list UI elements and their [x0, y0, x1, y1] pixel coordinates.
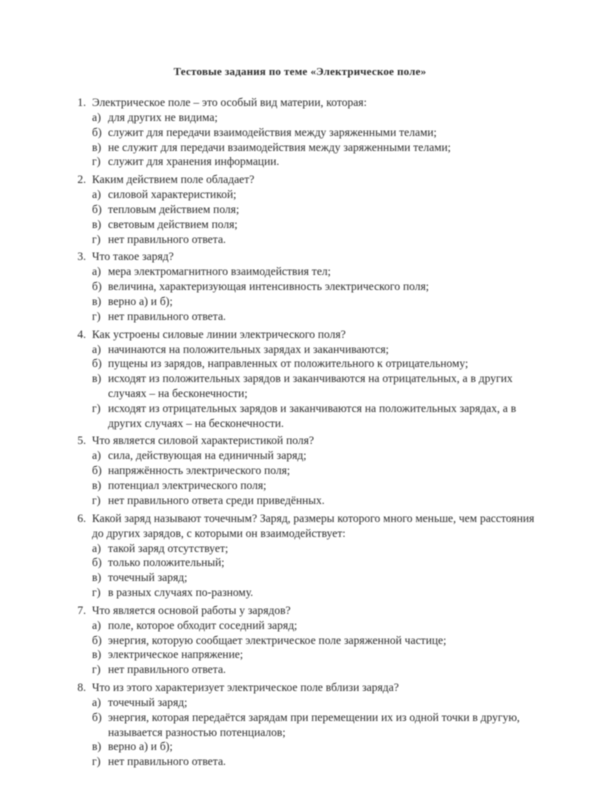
question-line: [66, 434, 536, 449]
answer-option: [92, 619, 536, 634]
option-letter: а): [92, 450, 101, 463]
question-line: [66, 96, 536, 111]
option-letter: в): [92, 649, 102, 662]
option-text: световым действием поля;: [108, 218, 238, 231]
option-letter: г): [92, 233, 101, 246]
option-letter: б): [92, 557, 102, 570]
option-letter: в): [92, 141, 102, 154]
option-letter: г): [92, 756, 101, 769]
option-letter: в): [92, 373, 102, 386]
option-letter: б): [92, 711, 102, 724]
option-text: верно а) и б);: [108, 741, 173, 754]
answer-option: [92, 663, 536, 678]
option-text: тепловым действием поля;: [108, 203, 240, 216]
question-6: [66, 512, 536, 601]
option-letter: б): [92, 465, 102, 478]
answer-option: [92, 586, 536, 601]
option-text: мера электромагнитного взаимодействия тел;: [108, 266, 331, 279]
question-8: [66, 681, 536, 770]
option-text: силовой характеристикой;: [108, 189, 237, 202]
answer-option: [92, 126, 536, 141]
question-text: Какой заряд называют точечным? Заряд, размеры которого много меньше, чем расстояния до других зарядов, с которыми он взаимодействует:: [92, 512, 535, 540]
question-text: Что является силовой характеристикой поля?: [92, 435, 314, 448]
option-letter: б): [92, 203, 102, 216]
option-letter: в): [92, 479, 102, 492]
answer-option: [92, 449, 536, 464]
option-letter: а): [92, 189, 101, 202]
option-letter: а): [92, 542, 101, 555]
answer-option: [92, 696, 536, 711]
answer-options: [92, 188, 536, 247]
question-text: Что из этого характеризует электрическое поле вблизи заряда?: [92, 681, 399, 694]
option-text: начинаются на положительных зарядах и заканчиваются;: [108, 343, 389, 356]
question-line: [66, 173, 536, 188]
option-text: энергия, которую сообщает электрическое поле заряженной частице;: [108, 634, 447, 647]
option-text: такой заряд отсутствует;: [108, 542, 229, 555]
answer-options: [92, 111, 536, 170]
question-line: [66, 681, 536, 696]
option-text: сила, действующая на единичный заряд;: [108, 450, 307, 463]
option-letter: г): [92, 310, 101, 323]
answer-option: [92, 494, 536, 509]
option-letter: в): [92, 741, 102, 754]
question-number: 4.: [77, 328, 86, 341]
question-text: Электрическое поле – это особый вид материи, которая:: [92, 97, 367, 109]
option-letter: г): [92, 664, 101, 677]
option-letter: б): [92, 634, 102, 647]
option-letter: б): [92, 281, 102, 294]
answer-option: [92, 233, 536, 248]
option-letter: г): [92, 494, 101, 507]
answer-option: [92, 357, 536, 372]
question-number: 2.: [77, 174, 86, 187]
option-text: для других не видима;: [108, 112, 218, 124]
option-text: электрическое напряжение;: [108, 649, 244, 662]
answer-option: [92, 542, 536, 557]
question-4: [66, 328, 536, 432]
answer-option: [92, 634, 536, 649]
option-letter: в): [92, 218, 102, 231]
option-text: служит для передачи взаимодействия между заряженными телами;: [108, 126, 437, 139]
answer-option: [92, 343, 536, 358]
answer-option: [92, 571, 536, 586]
answer-option: [92, 295, 536, 310]
answer-option: [92, 464, 536, 479]
answer-option: [92, 155, 536, 170]
answer-option: [92, 280, 536, 295]
answer-options: [92, 449, 536, 508]
option-letter: г): [92, 586, 101, 599]
answer-option: [92, 755, 536, 770]
answer-options: [92, 343, 536, 432]
option-text: точечный заряд;: [108, 572, 188, 585]
answer-option: [92, 310, 536, 325]
option-text: величина, характеризующая интенсивность электрического поля;: [108, 281, 429, 294]
answer-option: [92, 479, 536, 494]
question-list: [66, 96, 536, 773]
option-letter: в): [92, 572, 102, 585]
option-text: поле, которое обходит соседний заряд;: [108, 619, 298, 632]
option-text: служит для хранения информации.: [108, 156, 280, 169]
document-title: Тестовые задания по теме «Электрическое поле»: [173, 66, 427, 78]
answer-option: [92, 218, 536, 233]
question-3: [66, 250, 536, 324]
answer-option: [92, 372, 536, 402]
answer-option: [92, 711, 536, 741]
question-line: [66, 250, 536, 265]
option-text: напряжённость электрического поля;: [108, 465, 291, 478]
option-text: не служит для передачи взаимодействия между заряженными телами;: [108, 141, 451, 154]
question-text: Что такое заряд?: [92, 251, 174, 264]
option-text: нет правильного ответа.: [108, 756, 226, 769]
question-text: Что является основой работы у зарядов?: [92, 604, 291, 617]
option-text: верно а) и б);: [108, 295, 173, 308]
question-number: 8.: [77, 681, 86, 694]
option-letter: в): [92, 295, 102, 308]
answer-option: [92, 188, 536, 203]
option-text: в разных случаях по-разному.: [108, 586, 254, 599]
question-text: Как устроены силовые линии электрического поля?: [92, 328, 346, 341]
question-line: [66, 328, 536, 343]
question-line: [66, 604, 536, 619]
answer-option: [92, 556, 536, 571]
option-letter: а): [92, 112, 101, 124]
option-text: нет правильного ответа.: [108, 664, 226, 677]
question-text: Каким действием поле обладает?: [92, 174, 255, 187]
option-text: исходят из отрицательных зарядов и заканчиваются на положительных зарядах, а в других случаях – на бесконечности.: [108, 402, 517, 430]
question-5: [66, 434, 536, 508]
answer-option: [92, 111, 536, 126]
answer-option: [92, 648, 536, 663]
option-text: нет правильного ответа.: [108, 310, 226, 323]
question-number: 1.: [77, 97, 86, 109]
question-number: 7.: [77, 604, 86, 617]
answer-option: [92, 265, 536, 280]
option-text: исходят из положительных зарядов и заканчиваются на отрицательных, а в других случаях – на бесконечности;: [108, 373, 513, 400]
option-letter: г): [92, 402, 101, 415]
option-text: только положительный;: [108, 557, 225, 570]
option-text: точечный заряд;: [108, 696, 188, 709]
option-letter: а): [92, 343, 101, 356]
option-letter: а): [92, 266, 101, 279]
answer-options: [92, 619, 536, 678]
answer-options: [92, 542, 536, 601]
option-letter: а): [92, 696, 101, 709]
option-letter: г): [92, 156, 101, 169]
answer-options: [92, 265, 536, 324]
answer-option: [92, 402, 536, 432]
option-text: потенциал электрического поля;: [108, 479, 267, 492]
question-line: [66, 512, 536, 542]
option-text: энергия, которая передаётся зарядам при перемещении их из одной точки в другую, называется разностью потенциалов;: [108, 711, 520, 739]
answer-options: [92, 696, 536, 770]
option-letter: б): [92, 126, 102, 139]
question-7: [66, 604, 536, 678]
option-letter: а): [92, 619, 101, 632]
question-number: 6.: [77, 512, 86, 525]
answer-option: [92, 203, 536, 218]
question-2: [66, 173, 536, 247]
option-text: нет правильного ответа среди приведённых.: [108, 494, 325, 507]
option-text: нет правильного ответа.: [108, 233, 226, 246]
question-1: [66, 96, 536, 170]
answer-option: [92, 141, 536, 156]
answer-option: [92, 740, 536, 755]
question-number: 3.: [77, 251, 86, 264]
question-number: 5.: [77, 435, 86, 448]
option-letter: б): [92, 358, 102, 371]
option-text: пущены из зарядов, направленных от положительного к отрицательному;: [108, 358, 469, 371]
